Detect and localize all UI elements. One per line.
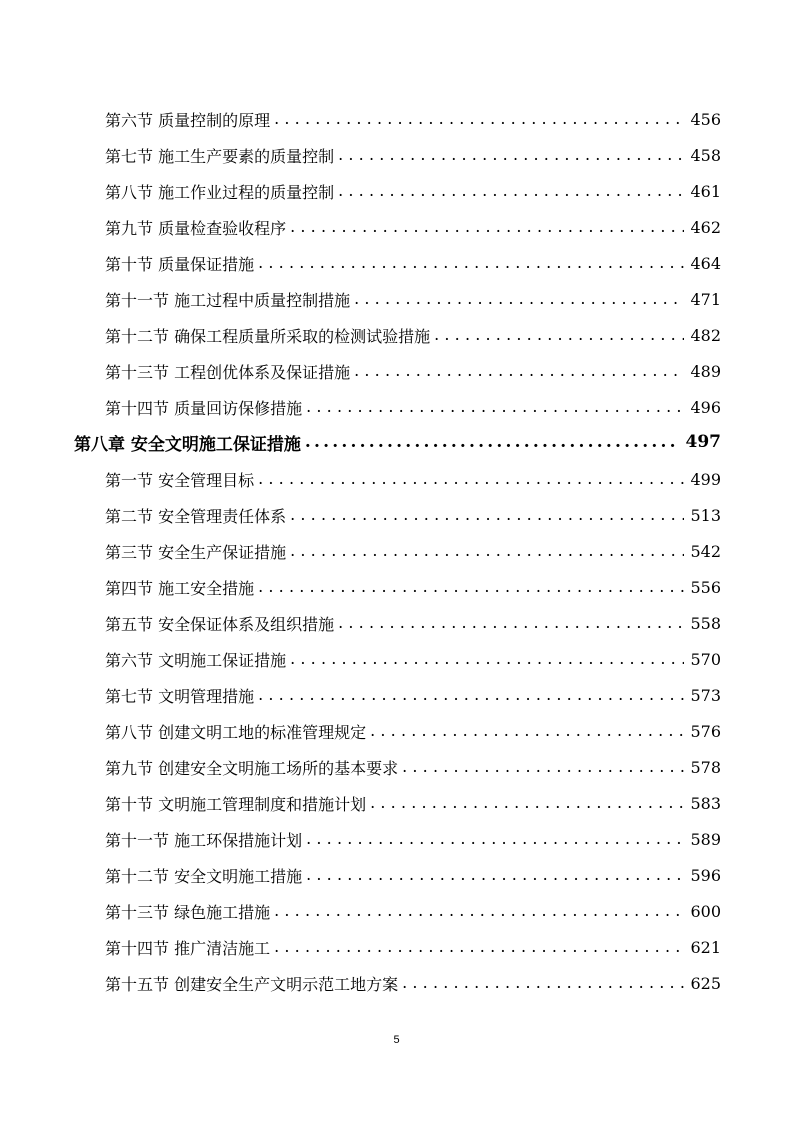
toc-entry[interactable] [105, 749, 721, 785]
dot-leader [338, 145, 684, 165]
dot-leader [370, 721, 684, 741]
dot-leader [290, 541, 684, 561]
toc-entry-label: 第十四节 推广清洁施工 [105, 938, 271, 958]
toc-entry-label: 第十一节 施工过程中质量控制措施 [105, 290, 351, 310]
toc-entry-page: 489 [690, 361, 721, 381]
toc-entry[interactable] [105, 497, 721, 533]
toc-entry-page: 456 [690, 109, 721, 129]
toc-entry[interactable] [105, 857, 721, 893]
toc-entry-label: 第七节 文明管理措施 [105, 686, 255, 706]
toc-entry[interactable] [105, 533, 721, 569]
toc-entry-page: 573 [690, 685, 721, 705]
toc-entry[interactable] [105, 353, 721, 389]
toc-chapter-label: 第八章 安全文明施工保证措施 [74, 434, 301, 455]
toc-entry-page: 576 [690, 721, 721, 741]
toc-entry[interactable] [105, 677, 721, 713]
dot-leader [370, 793, 684, 813]
dot-leader [306, 865, 684, 885]
toc-entry-page: 464 [690, 253, 721, 273]
toc-entry-page: 482 [690, 325, 721, 345]
toc-entry-page: 589 [690, 829, 721, 849]
dot-leader [290, 217, 684, 237]
dot-leader [354, 289, 684, 309]
toc-entry-label: 第十二节 确保工程质量所采取的检测试验措施 [105, 326, 431, 346]
dot-leader [274, 901, 684, 921]
toc-entry[interactable] [105, 821, 721, 857]
toc-entry-page: 596 [690, 865, 721, 885]
toc-entry[interactable] [105, 569, 721, 605]
toc-entry-label: 第十五节 创建安全生产文明示范工地方案 [105, 974, 399, 994]
toc-entry[interactable] [105, 317, 721, 353]
dot-leader [434, 325, 684, 345]
dot-leader [402, 973, 684, 993]
toc-entry-page: 496 [690, 397, 721, 417]
toc-entry-page: 570 [690, 649, 721, 669]
dot-leader [258, 253, 684, 273]
toc-entry-page: 625 [690, 973, 721, 993]
dot-leader [274, 937, 684, 957]
toc-entry-label: 第七节 施工生产要素的质量控制 [105, 146, 335, 166]
toc-entry[interactable] [105, 101, 721, 137]
toc-entry-label: 第四节 施工安全措施 [105, 578, 255, 598]
toc-entry[interactable] [105, 461, 721, 497]
toc-entry-label: 第三节 安全生产保证措施 [105, 542, 287, 562]
dot-leader [290, 649, 684, 669]
toc-entry-label: 第十二节 安全文明施工措施 [105, 866, 303, 886]
toc-entry-label: 第十一节 施工环保措施计划 [105, 830, 303, 850]
toc-entry[interactable] [105, 389, 721, 425]
page-number: 5 [393, 1034, 400, 1046]
toc-entry-page: 542 [690, 541, 721, 561]
toc-entry[interactable] [105, 605, 721, 641]
toc-entry-label: 第十三节 工程创优体系及保证措施 [105, 362, 351, 382]
toc-entry-label: 第八节 创建文明工地的标准管理规定 [105, 722, 367, 742]
toc-entry-label: 第一节 安全管理目标 [105, 470, 255, 490]
toc-entry-label: 第十四节 质量回访保修措施 [105, 398, 303, 418]
toc-entry[interactable] [105, 713, 721, 749]
toc-entry-page: 558 [690, 613, 721, 633]
toc-entry[interactable] [105, 173, 721, 209]
dot-leader [274, 109, 684, 129]
dot-leader [290, 505, 684, 525]
dot-leader [338, 613, 684, 633]
toc-entry-label: 第九节 创建安全文明施工场所的基本要求 [105, 758, 399, 778]
toc-entry-page: 621 [690, 937, 721, 957]
toc-entry-label: 第九节 质量检查验收程序 [105, 218, 287, 238]
toc-chapter-page: 497 [685, 432, 721, 452]
dot-leader [305, 432, 680, 452]
toc-entry-page: 471 [690, 289, 721, 309]
toc-entry-label: 第八节 施工作业过程的质量控制 [105, 182, 335, 202]
toc-entry-page: 513 [690, 505, 721, 525]
toc-entry[interactable] [105, 965, 721, 1001]
toc-entry[interactable] [105, 209, 721, 245]
toc-entry-label: 第五节 安全保证体系及组织措施 [105, 614, 335, 634]
toc-entry-page: 499 [690, 469, 721, 489]
dot-leader [354, 361, 684, 381]
toc-entry-page: 583 [690, 793, 721, 813]
toc-entry-label: 第十三节 绿色施工措施 [105, 902, 271, 922]
toc-entry-label: 第十节 质量保证措施 [105, 254, 255, 274]
toc-entry-label: 第六节 文明施工保证措施 [105, 650, 287, 670]
toc-entry[interactable] [105, 785, 721, 821]
toc-chapter-entry[interactable] [74, 424, 721, 460]
toc-entry-page: 600 [690, 901, 721, 921]
toc-entry-page: 462 [690, 217, 721, 237]
dot-leader [338, 181, 684, 201]
dot-leader [258, 577, 684, 597]
toc-entry-label: 第二节 安全管理责任体系 [105, 506, 287, 526]
toc-entry[interactable] [105, 893, 721, 929]
toc-entry-page: 458 [690, 145, 721, 165]
toc-entry-page: 578 [690, 757, 721, 777]
dot-leader [306, 829, 684, 849]
toc-entry-page: 461 [690, 181, 721, 201]
toc-entry[interactable] [105, 137, 721, 173]
toc-entry-label: 第十节 文明施工管理制度和措施计划 [105, 794, 367, 814]
toc-entry[interactable] [105, 929, 721, 965]
toc-entry-page: 556 [690, 577, 721, 597]
dot-leader [258, 469, 684, 489]
toc-entry[interactable] [105, 281, 721, 317]
dot-leader [402, 757, 684, 777]
dot-leader [306, 397, 684, 417]
dot-leader [258, 685, 684, 705]
toc-entry-label: 第六节 质量控制的原理 [105, 110, 271, 130]
toc-entry[interactable] [105, 641, 721, 677]
toc-entry[interactable] [105, 245, 721, 281]
